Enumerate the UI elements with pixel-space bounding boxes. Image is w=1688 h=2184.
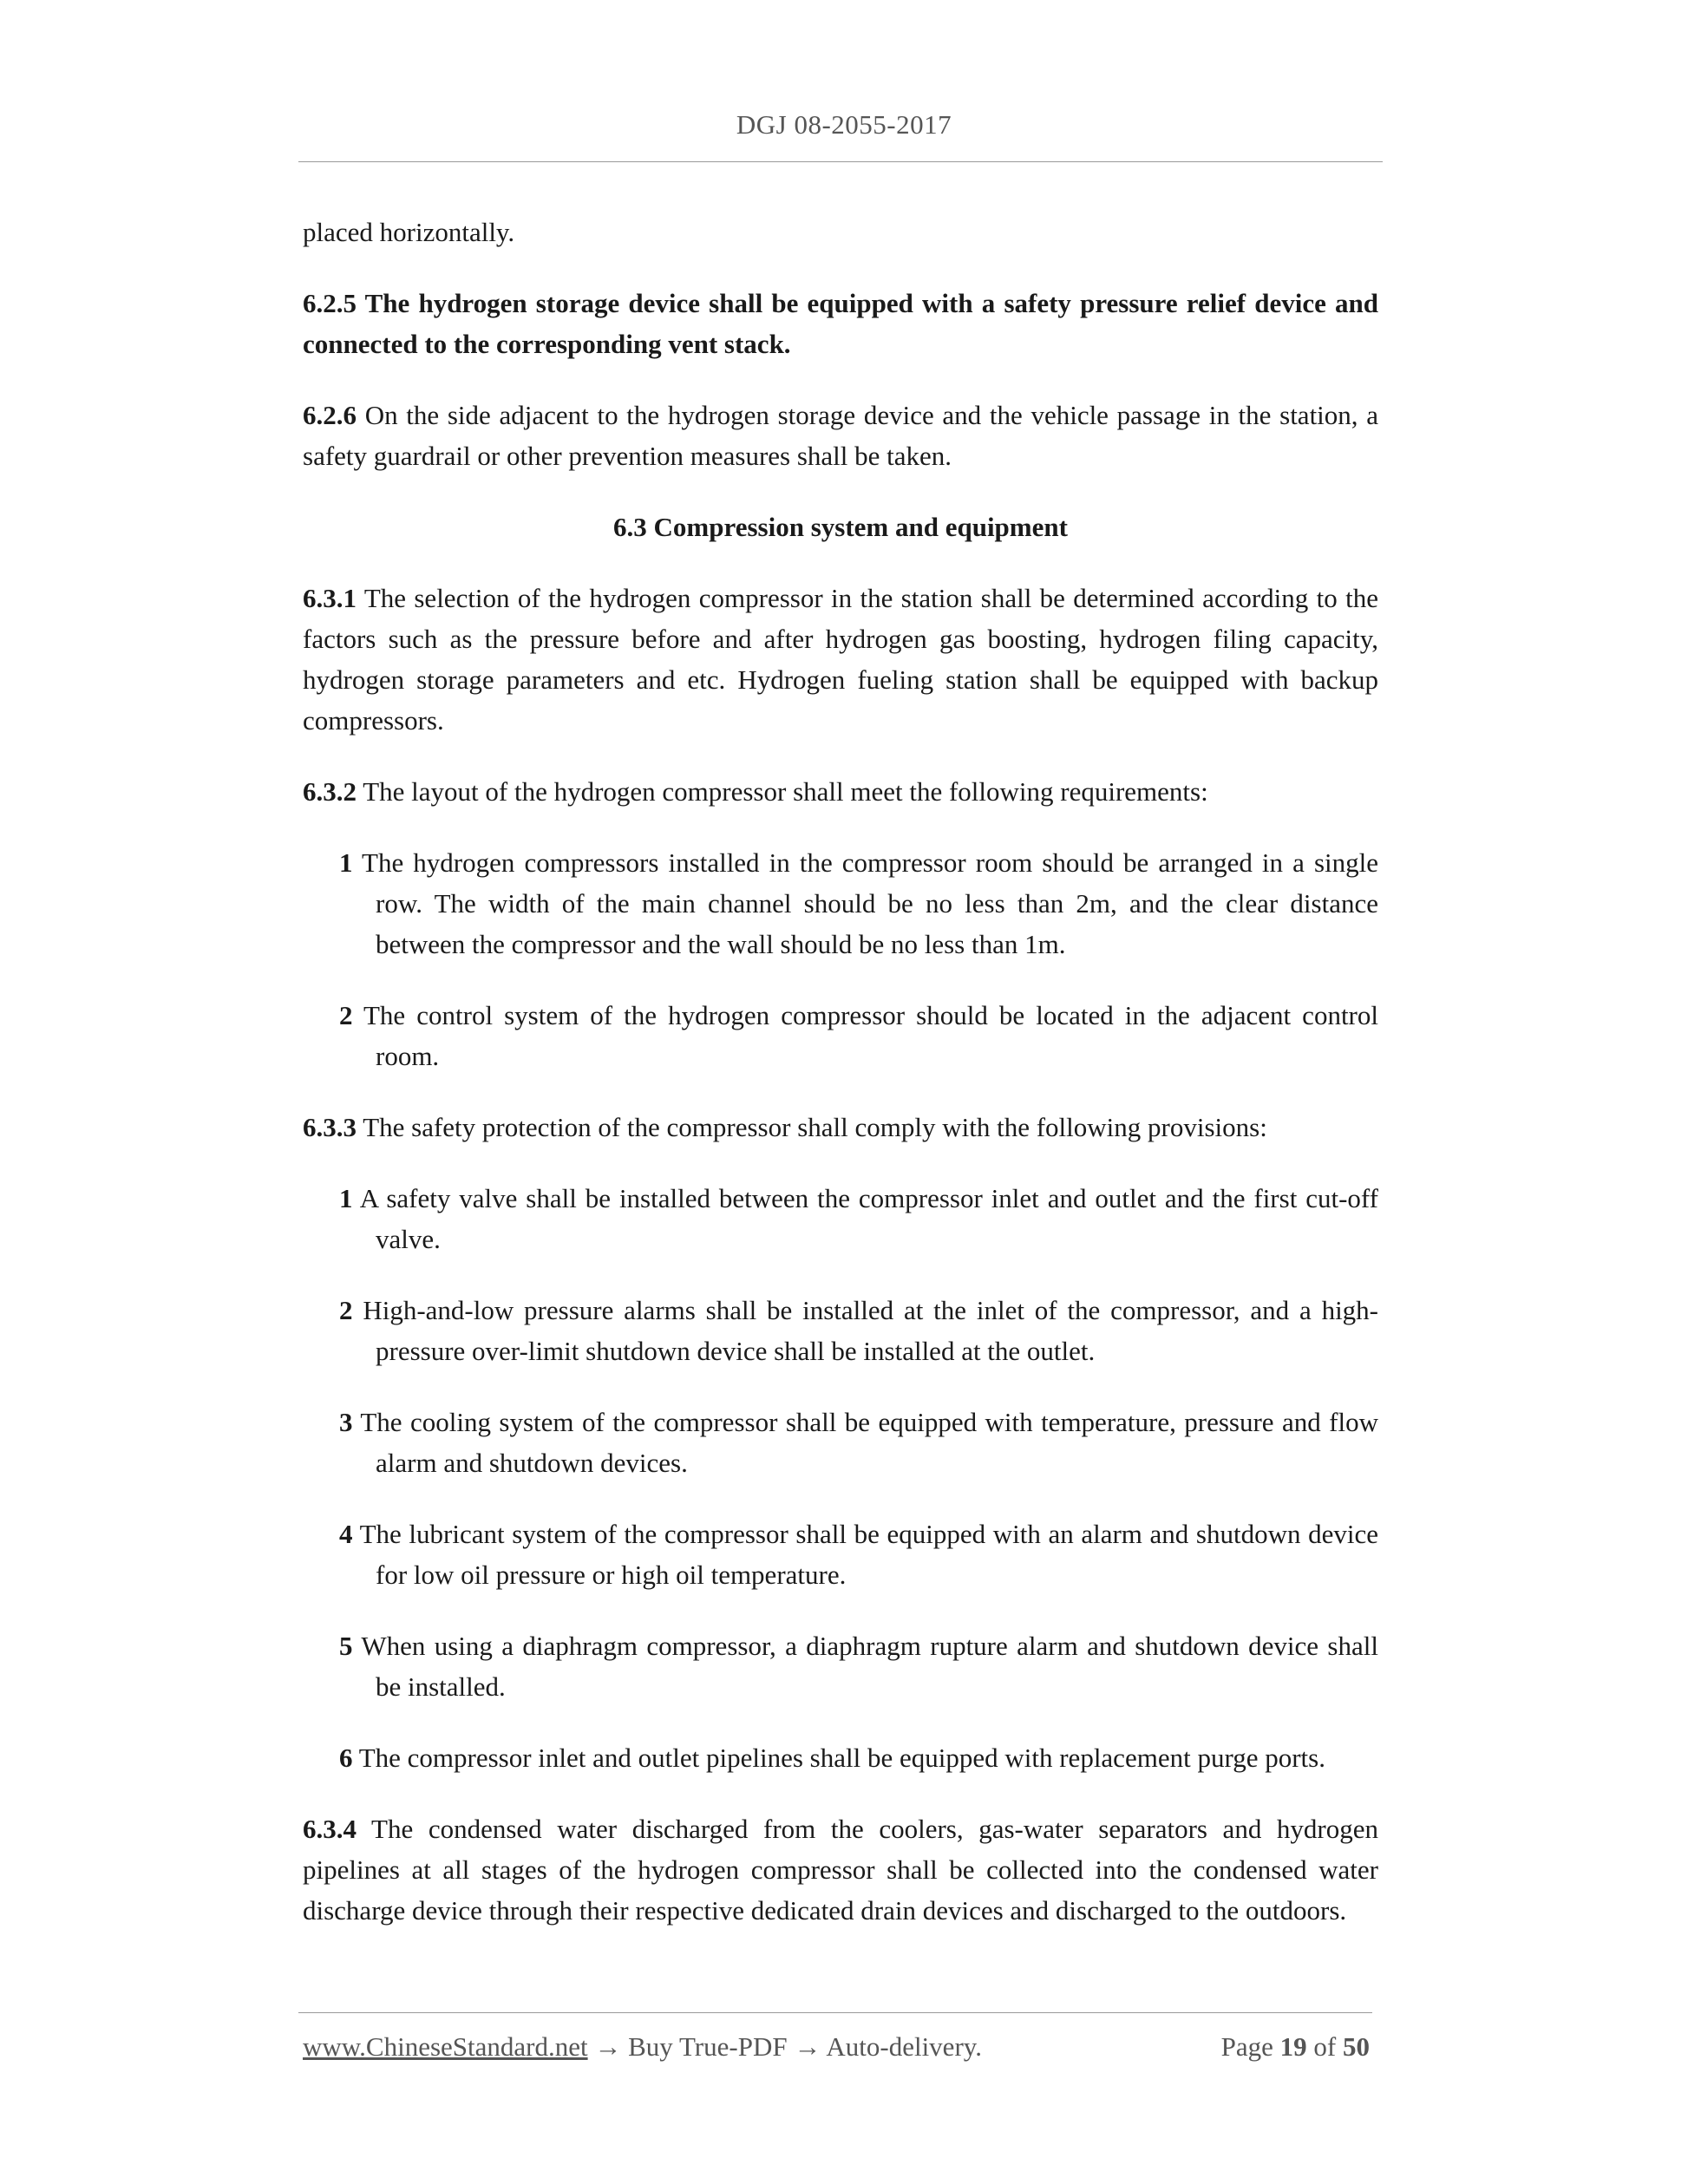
page-label: Page <box>1220 2031 1273 2062</box>
current-page-number: 19 <box>1279 2031 1307 2062</box>
item-text: A safety valve shall be installed between the compressor inlet and outlet and the first cut-off valve. <box>359 1183 1379 1254</box>
promo-text: → Buy True-PDF → Auto-delivery. <box>594 2031 982 2062</box>
item-number: 5 <box>339 1631 353 1661</box>
clause-6-2-6 <box>303 395 1378 476</box>
clause-6-2-5 <box>303 283 1378 364</box>
clause-number: 6.3.4 <box>303 1814 357 1844</box>
item-number: 3 <box>339 1407 353 1437</box>
page-indicator <box>1221 2031 1370 2063</box>
item-number: 2 <box>339 1295 353 1325</box>
header-divider <box>298 161 1383 162</box>
item-number: 6 <box>339 1743 353 1773</box>
list-item <box>339 1178 1378 1259</box>
clause-6-3-4 <box>303 1808 1378 1931</box>
document-body <box>303 212 1378 1961</box>
clause-text: The condensed water discharged from the coolers, gas-water separators and hydrogen pipelines at all stages of the hydrogen compressor shall be collected into the condensed water discharge device through their respective dedicated drain devices and discharged to the outdoors. <box>303 1814 1378 1926</box>
item-text: The cooling system of the compressor shall be equipped with temperature, pressure and flow alarm and shutdown devices. <box>360 1407 1378 1478</box>
website-link[interactable]: www.ChineseStandard.net <box>303 2031 588 2062</box>
item-text: The control system of the hydrogen compressor should be located in the adjacent control room. <box>363 1000 1378 1071</box>
clause-text: The hydrogen storage device shall be equipped with a safety pressure relief device and connected to the corresponding vent stack. <box>303 288 1378 359</box>
total-pages-number: 50 <box>1343 2031 1370 2062</box>
footer-divider <box>298 2012 1372 2013</box>
clause-text: The selection of the hydrogen compressor in the station shall be determined according to the factors such as the pressure before and after hydrogen gas boosting, hydrogen filing capacity, hydrogen storage parameters and etc. Hydrogen fueling station shall be equipped with backup compressors. <box>303 583 1378 736</box>
continued-paragraph: placed horizontally. <box>303 217 515 247</box>
clause-number: 6.2.5 <box>303 288 357 318</box>
page-footer <box>303 2031 1370 2066</box>
footer-promo <box>303 2031 982 2063</box>
clause-text: On the side adjacent to the hydrogen storage device and the vehicle passage in the station, a safety guardrail or other prevention measures shall be taken. <box>303 400 1378 471</box>
item-text: When using a diaphragm compressor, a diaphragm rupture alarm and shutdown device shall be installed. <box>361 1631 1378 1702</box>
clause-6-3-3 <box>303 1107 1378 1148</box>
item-number: 2 <box>339 1000 353 1030</box>
clause-number: 6.2.6 <box>303 400 357 430</box>
clause-6-3-2 <box>303 771 1378 812</box>
item-number: 1 <box>339 1183 353 1213</box>
clause-6-3-1 <box>303 578 1378 741</box>
clause-number: 6.3.3 <box>303 1112 357 1142</box>
item-text: The hydrogen compressors installed in the compressor room should be arranged in a single row. The width of the main channel should be no less than 2m, and the clear distance between the compressor and the wall should be no less than 1m. <box>362 847 1378 959</box>
list-item <box>339 1737 1378 1778</box>
document-code-header: DGJ 08-2055-2017 <box>736 109 952 140</box>
page-of-label: of <box>1313 2031 1337 2062</box>
item-number: 4 <box>339 1519 353 1549</box>
item-text: The compressor inlet and outlet pipelines shall be equipped with replacement purge ports. <box>358 1743 1325 1773</box>
list-item <box>339 1514 1378 1595</box>
clause-text: The layout of the hydrogen compressor shall meet the following requirements: <box>363 776 1208 807</box>
item-number: 1 <box>339 847 353 878</box>
item-text: High-and-low pressure alarms shall be installed at the inlet of the compressor, and a high-pressure over-limit shutdown device shall be installed at the outlet. <box>363 1295 1378 1366</box>
clause-number: 6.3.1 <box>303 583 357 613</box>
list-item <box>339 1625 1378 1707</box>
section-heading: 6.3 Compression system and equipment <box>613 512 1068 542</box>
list-item <box>339 1402 1378 1483</box>
list-item <box>339 1290 1378 1371</box>
item-text: The lubricant system of the compressor shall be equipped with an alarm and shutdown device for low oil pressure or high oil temperature. <box>359 1519 1378 1590</box>
clause-number: 6.3.2 <box>303 776 357 807</box>
clause-text: The safety protection of the compressor shall comply with the following provisions: <box>363 1112 1267 1142</box>
list-item <box>339 842 1378 964</box>
list-item <box>339 995 1378 1076</box>
